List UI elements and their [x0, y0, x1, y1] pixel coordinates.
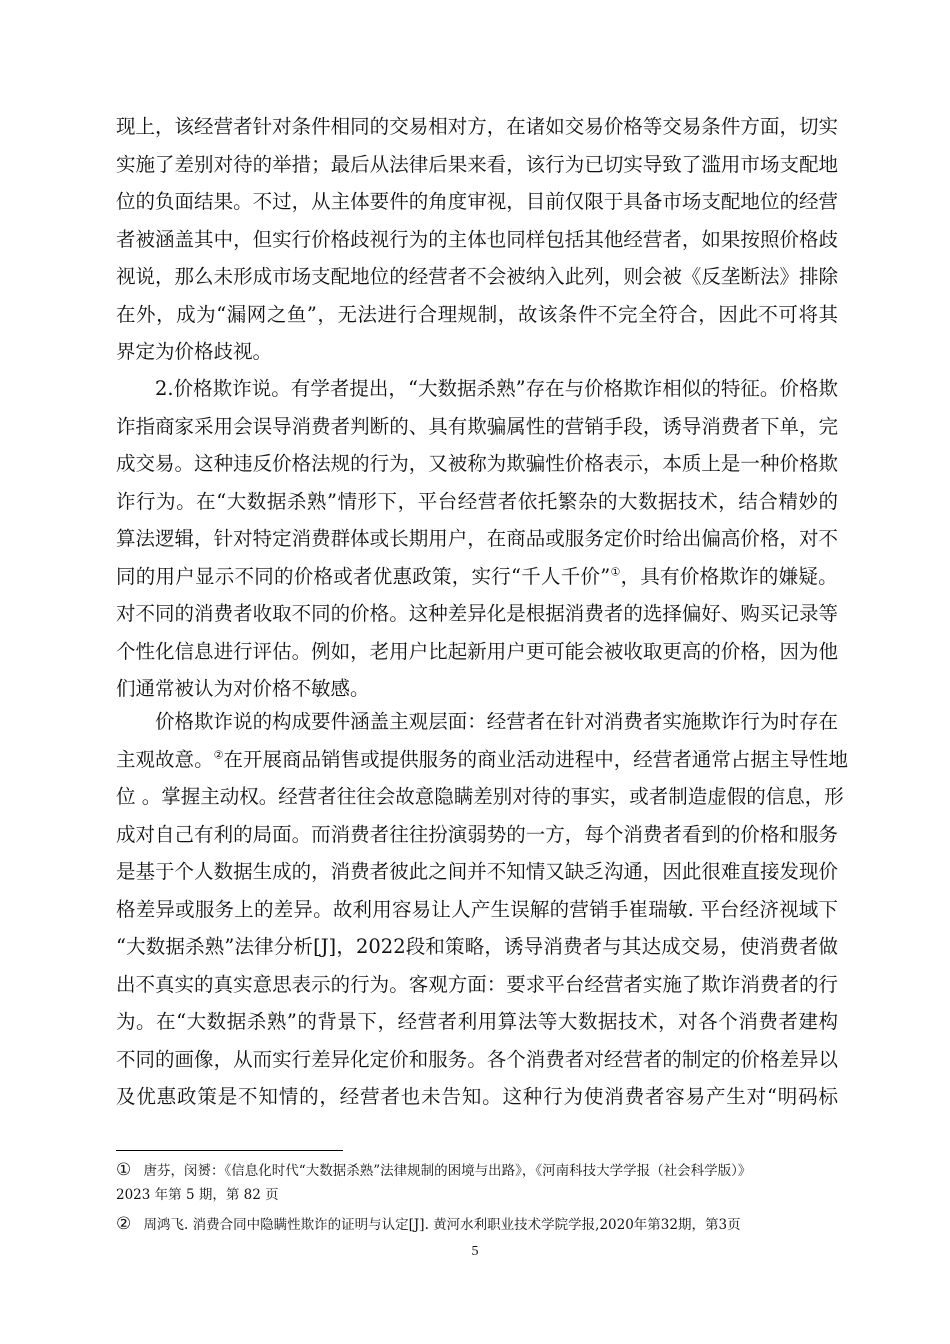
body-paragraph-2: [116, 370, 838, 708]
text-line: 成交易。这种违反价格法规的行为，又被称为欺骗性价格表示，本质上是一种价格欺: [116, 452, 838, 475]
text-line: 成对自己有利的局面。而消费者往往扮演弱势的一方，每个消费者看到的价格和服务: [116, 822, 838, 846]
body-paragraph-3: [116, 703, 848, 1116]
text-line: 诈指商家采用会误导消费者判断的、具有欺骗属性的营销手段，诱导消费者下单，完: [116, 414, 838, 438]
text-line: 诈行为。在“大数据杀熟”情形下，平台经营者依托繁杂的大数据技术，结合精妙的: [116, 489, 838, 513]
footnote-marker: ①: [116, 1160, 132, 1180]
text-line: 算法逻辑，针对特定消费群体或长期用户，在商品或服务定价时给出偏高价格，对不: [116, 527, 838, 550]
text-line: 是基于个人数据生成的，消费者彼此之间并不知情又缺乏沟通，因此很难直接发现价: [116, 860, 838, 883]
text-line: 对不同的消费者收取不同的价格。这种差异化是根据消费者的选择偏好、购买记录等: [116, 602, 838, 625]
text-line: 视说，那么未形成市场支配地位的经营者不会被纳入此列，则会被《反垄断法》排除: [116, 265, 838, 288]
footnote-text: 唐芬，闵赟：《信息化时代“大数据杀熟”法律规制的困境与出路》，《河南科技大学学报（社会科学版）》: [143, 1163, 752, 1179]
footnote-reference: ①: [610, 565, 621, 578]
text-line: 个性化信息进行评估。例如，老用户比起新用户更可能会被收取更高的价格，因为他: [116, 639, 838, 663]
footnote-separator: [116, 1150, 343, 1151]
text-line: 格差异或服务上的差异。故利用容易让人产生误解的营销手崔瑞敏. 平台经济视域下: [116, 897, 838, 921]
text-line: 在外，成为“漏网之鱼”，无法进行合理规制，故该条件不完全符合，因此不可将其: [116, 302, 838, 326]
body-paragraph-1: [116, 108, 838, 371]
text-line: 出不真实的真实意思表示的行为。客观方面：要求平台经营者实施了欺诈消费者的行: [116, 972, 838, 996]
footnote-marker: ②: [116, 1214, 132, 1234]
footnote-reference: ②: [213, 748, 224, 761]
text-line: 为。在“大数据杀熟”的背景下，经营者利用算法等大数据技术，对各个消费者建构: [116, 1010, 838, 1033]
text-line: 位的负面结果。不过，从主体要件的角度审视，目前仅限于具备市场支配地位的经营: [116, 190, 838, 213]
footnote-line: 2023 年第 5 期，第 82 页: [116, 1187, 279, 1203]
text-line: 现上，该经营者针对条件相同的交易相对方，在诸如交易价格等交易条件方面，切实: [116, 115, 838, 138]
text-line: 者被涵盖其中，但实行价格歧视行为的主体也同样包括其他经营者，如果按照价格歧: [116, 227, 838, 251]
text-line: 价格欺诈说的构成要件涵盖主观层面：经营者在针对消费者实施欺诈行为时存在: [155, 710, 838, 733]
text-line: 及优惠政策是不知情的，经营者也未告知。这种行为使消费者容易产生对“明码标: [116, 1085, 838, 1108]
footnote-text: 周鸿飞. 消费合同中隐瞒性欺诈的证明与认定[J]. 黄河水利职业技术学院学报,2020年第32期，第3页: [143, 1217, 741, 1233]
text-line: 同的用户显示不同的价格或者优惠政策，实行“千人千价”①，具有价格欺诈的嫌疑。: [116, 564, 838, 588]
footnote-1: [116, 1158, 846, 1207]
text-line: 不同的画像，从而实行差异化定价和服务。各个消费者对经营者的制定的价格差异以: [116, 1047, 838, 1071]
text-line: 们通常被认为对价格不敏感。: [116, 677, 370, 700]
text-line: 界定为价格歧视。: [116, 340, 273, 363]
text-line: 位 。掌握主动权。经营者往往会故意隐瞒差别对待的事实，或者制造虚假的信息，形: [116, 785, 844, 808]
text-line: 2.价格欺诈说。有学者提出，“大数据杀熟”存在与价格欺诈相似的特征。价格欺: [155, 377, 838, 400]
text-line: “大数据杀熟”法律分析[J]，2022段和策略，诱导消费者与其达成交易，使消费者做: [116, 935, 838, 958]
footnote-line: [116, 1212, 846, 1237]
text-line: 实施了差别对待的举措；最后从法律后果来看，该行为已切实导致了滥用市场支配地: [116, 152, 838, 176]
footnote-line: [116, 1158, 846, 1183]
page-number: 5: [471, 1244, 479, 1259]
footnote-2: [116, 1212, 846, 1237]
text-line: 主观故意。②在开展商品销售或提供服务的商业活动进程中，经营者通常占据主导性地: [116, 747, 848, 771]
